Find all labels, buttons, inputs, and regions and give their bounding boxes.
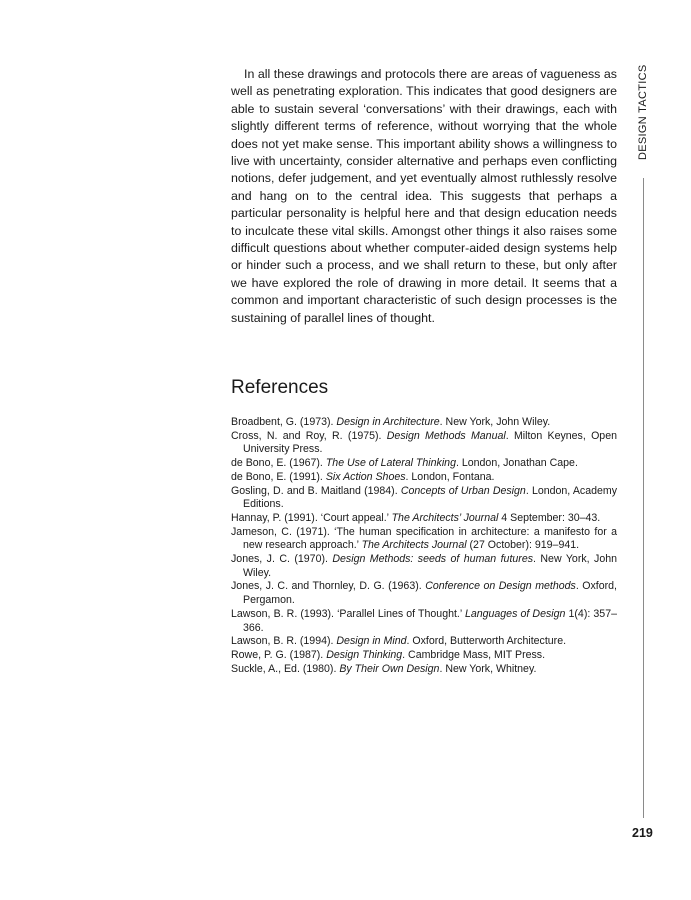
reference-authors: Jones, J. C. and Thornley, D. G. (1963). (231, 580, 426, 593)
reference-publisher: . London, Academy Editions. (243, 484, 617, 511)
reference-publisher: . New York, Whitney. (439, 662, 537, 675)
reference-title: The Architects’ Journal (391, 511, 499, 524)
reference-entry (231, 526, 617, 553)
reference-authors: Hannay, P. (1991). ‘Court appeal.’ (231, 511, 392, 524)
reference-entry (231, 663, 617, 677)
reference-title: Conference on Design methods (425, 580, 576, 593)
vertical-rule (643, 178, 644, 818)
reference-title: The Architects Journal (361, 539, 467, 552)
reference-entry (231, 608, 617, 635)
reference-title: Design in Mind (336, 635, 407, 648)
section-label: DESIGN TACTICS (637, 64, 649, 160)
body-paragraph-text: In all these drawings and protocols there are areas of vagueness as well as penetrating exploration. This indicates that good designers are able to sustain several ‘conversations’ with their drawings, each with slightly different terms of reference, without worrying that the whole does not yet make sense. This important ability shows a willingness to live with uncertainty, consider alternative and perhaps even conflicting notions, defer judgement, and yet eventually almost ruthlessly resolve and hang on to the central idea. This suggests that perhaps a particular personality is helpful here and that design education needs to inculcate these vital skills. Amongst other things it also raises some difficult questions about whether computer-aided design systems help or hinder such a process, and we shall return to these, but only after we have explored the role of drawing in more detail. It seems that a common and important characteristic of such design processes is the sustaining of parallel lines of thought. (231, 67, 617, 325)
reference-entry (231, 457, 617, 471)
reference-publisher: (27 October): 919–941. (466, 539, 580, 552)
reference-publisher: 1(4): 357–366. (243, 607, 617, 634)
reference-entry (231, 485, 617, 512)
reference-publisher: . London, Jonathan Cape. (455, 457, 578, 470)
reference-entry (231, 430, 617, 457)
reference-title: Languages of Design (464, 607, 566, 620)
body-paragraph (231, 66, 617, 327)
reference-title: By Their Own Design (339, 662, 440, 675)
references-list (231, 416, 617, 676)
reference-entry (231, 416, 617, 430)
reference-publisher: 4 September: 30–43. (498, 511, 601, 524)
reference-authors: Broadbent, G. (1973). (231, 416, 337, 428)
reference-title: Design Methods Manual (386, 429, 506, 442)
reference-publisher: . Oxford, Butterworth Architecture. (406, 635, 567, 648)
reference-authors: Suckle, A., Ed. (1980). (231, 662, 340, 675)
reference-entry (231, 649, 617, 663)
reference-authors: Jones, J. C. (1970). (231, 553, 333, 566)
reference-publisher: . Oxford, Pergamon. (243, 580, 617, 607)
reference-title: The Use of Lateral Thinking (325, 457, 456, 470)
reference-authors: Jameson, C. (1971). ‘The human specification in architecture: a manifesto for a new research approach.’ (231, 525, 617, 552)
reference-publisher: . New York, John Wiley. (439, 416, 551, 428)
reference-title: Concepts of Urban Design (400, 484, 526, 497)
reference-publisher: . London, Fontana. (405, 470, 495, 483)
reference-publisher: . Cambridge Mass, MIT Press. (402, 648, 546, 661)
reference-publisher: . Milton Keynes, Open University Press. (243, 429, 617, 456)
reference-title: Design Thinking (326, 648, 403, 661)
page-number: 219 (632, 826, 653, 840)
reference-publisher: . New York, John Wiley. (243, 553, 618, 579)
references-heading: References (231, 377, 329, 398)
reference-authors: de Bono, E. (1991). (231, 470, 326, 483)
reference-authors: Gosling, D. and B. Maitland (1984). (231, 484, 401, 497)
reference-entry (231, 635, 617, 649)
reference-entry (231, 553, 617, 580)
reference-authors: Rowe, P. G. (1987). (231, 648, 327, 661)
reference-authors: Cross, N. and Roy, R. (1975). (231, 429, 387, 442)
reference-entry (231, 471, 617, 485)
reference-title: Design Methods: seeds of human futures (332, 553, 534, 566)
reference-title: Six Action Shoes (325, 470, 406, 483)
reference-title: Design in Architecture (336, 416, 440, 428)
reference-entry (231, 512, 617, 526)
reference-entry (231, 580, 617, 607)
reference-authors: Lawson, B. R. (1994). (231, 635, 337, 648)
reference-authors: Lawson, B. R. (1993). ‘Parallel Lines of Thought.’ (231, 607, 465, 620)
reference-authors: de Bono, E. (1967). (231, 457, 326, 470)
